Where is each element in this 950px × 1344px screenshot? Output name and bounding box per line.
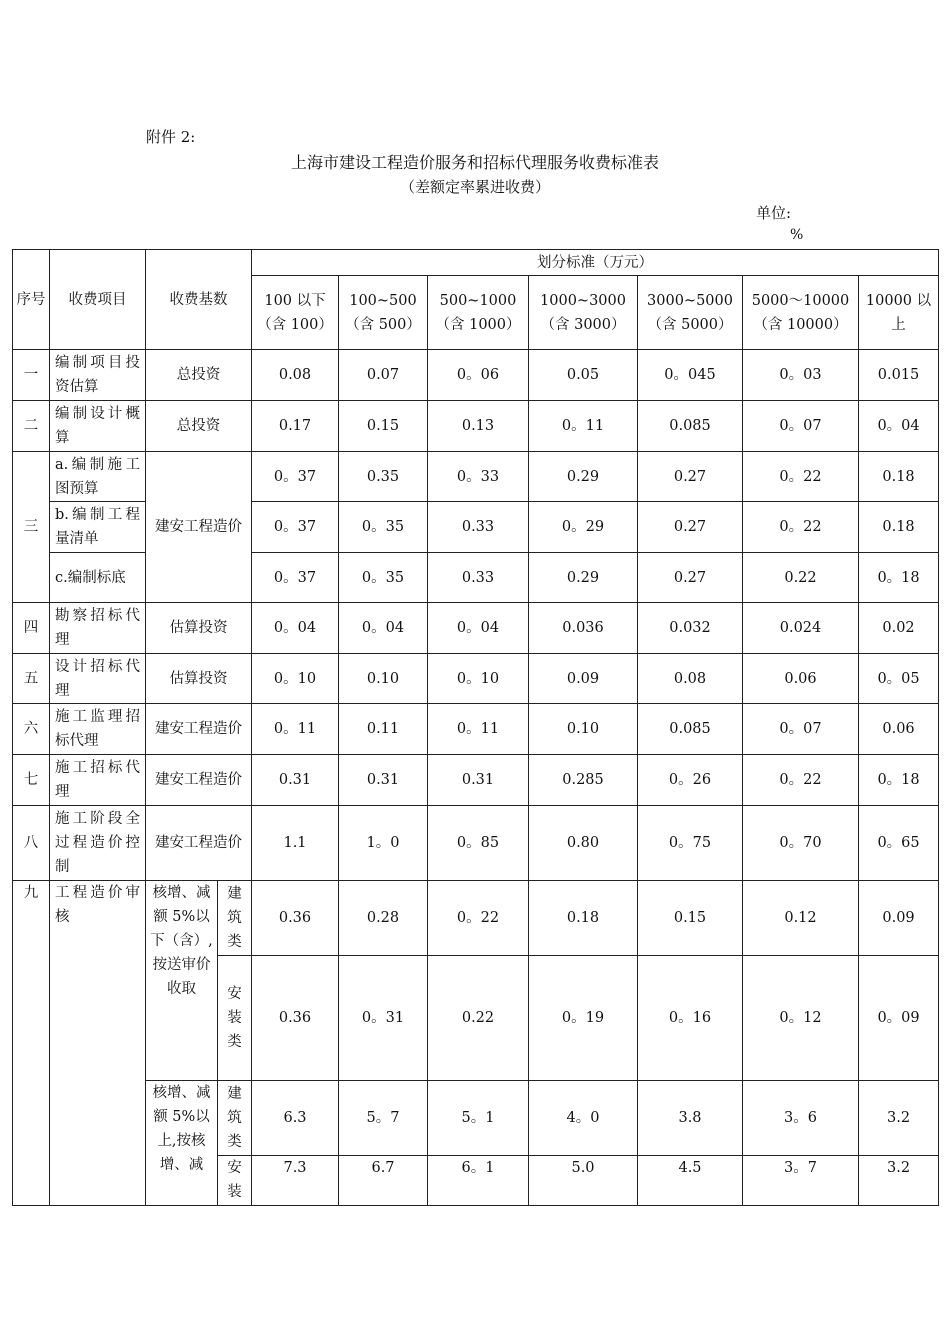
range-header: 100 以下（含 100） (252, 276, 339, 350)
rate-cell: 0。26 (638, 755, 743, 806)
row-seq: 八 (13, 806, 50, 881)
row-basis: 总投资 (146, 401, 252, 452)
col-item-header: 收费项目 (50, 250, 146, 350)
rate-cell: 0.11 (339, 704, 428, 755)
rate-cell: 0。04 (859, 401, 939, 452)
row-seq: 七 (13, 755, 50, 806)
table-row (13, 704, 939, 755)
rate-cell: 3.2 (859, 1156, 939, 1206)
rate-cell: 0.18 (859, 502, 939, 553)
row-type: 安装类 (218, 956, 252, 1081)
rate-cell: 0。18 (859, 755, 939, 806)
rate-cell: 3。6 (743, 1081, 859, 1156)
row-seq: 五 (13, 654, 50, 704)
rate-cell: 4。0 (529, 1081, 638, 1156)
rate-cell: 0.07 (339, 350, 428, 401)
rate-cell: 0。37 (252, 502, 339, 553)
rate-cell: 0.085 (638, 704, 743, 755)
range-header: 500~1000（含 1000） (428, 276, 529, 350)
row-basis: 总投资 (146, 350, 252, 401)
rate-cell: 0。70 (743, 806, 859, 881)
rate-cell: 1.1 (252, 806, 339, 881)
row-item: a.编制施工图预算 (50, 452, 146, 502)
rate-cell: 0。35 (339, 502, 428, 553)
rate-cell: 0.17 (252, 401, 339, 452)
rate-cell: 0.15 (638, 881, 743, 956)
rate-cell: 7.3 (252, 1156, 339, 1206)
rate-cell: 0.06 (859, 704, 939, 755)
fee-standard-table (12, 249, 939, 1206)
rate-cell: 0.29 (529, 452, 638, 502)
range-header: 10000 以上 (859, 276, 939, 350)
row-item: 勘察招标代理 (50, 603, 146, 654)
rate-cell: 6。1 (428, 1156, 529, 1206)
rate-cell: 0.06 (743, 654, 859, 704)
table-row (13, 452, 939, 502)
rate-cell: 0.27 (638, 553, 743, 603)
row-seq: 四 (13, 603, 50, 654)
table-row (13, 654, 939, 704)
rate-cell: 0.33 (428, 553, 529, 603)
rate-cell: 3。7 (743, 1156, 859, 1206)
range-group-header: 划分标准（万元） (252, 250, 939, 276)
rate-cell: 0。75 (638, 806, 743, 881)
table-row (13, 1081, 939, 1156)
rate-cell: 0.18 (859, 452, 939, 502)
rate-cell: 1。0 (339, 806, 428, 881)
rate-cell: 0.015 (859, 350, 939, 401)
row-seq: 六 (13, 704, 50, 755)
rate-cell: 0.032 (638, 603, 743, 654)
rate-cell: 0。35 (339, 553, 428, 603)
rate-cell: 0。65 (859, 806, 939, 881)
row-seq: 一 (13, 350, 50, 401)
row-basis: 建安工程造价 (146, 806, 252, 881)
rate-cell: 0。18 (859, 553, 939, 603)
row-basis: 建安工程造价 (146, 755, 252, 806)
table-row (13, 881, 939, 956)
table-row (13, 806, 939, 881)
rate-cell: 5。1 (428, 1081, 529, 1156)
table-row (13, 401, 939, 452)
rate-cell: 0。31 (339, 956, 428, 1081)
rate-cell: 0。16 (638, 956, 743, 1081)
col-basis-header: 收费基数 (146, 250, 252, 350)
row-item: 施工监理招标代理 (50, 704, 146, 755)
rate-cell: 5。7 (339, 1081, 428, 1156)
rate-cell: 0.05 (529, 350, 638, 401)
rate-cell: 0.35 (339, 452, 428, 502)
table-row (13, 350, 939, 401)
rate-cell: 0.22 (428, 956, 529, 1081)
rate-cell: 0。22 (743, 755, 859, 806)
row-type: 建筑类 (218, 1081, 252, 1156)
row-seq: 二 (13, 401, 50, 452)
rate-cell: 0。03 (743, 350, 859, 401)
rate-cell: 0.09 (859, 881, 939, 956)
rate-cell: 0.12 (743, 881, 859, 956)
row-basis: 建安工程造价 (146, 704, 252, 755)
page-subtitle: （差额定率累进收费） (399, 178, 550, 196)
rate-cell: 0。37 (252, 553, 339, 603)
rate-cell: 0.22 (743, 553, 859, 603)
rate-cell: 0.02 (859, 603, 939, 654)
row-seq: 九 (13, 881, 50, 1206)
rate-cell: 0。07 (743, 401, 859, 452)
range-header: 100~500（含 500） (339, 276, 428, 350)
rate-cell: 0。11 (529, 401, 638, 452)
rate-cell: 0。09 (859, 956, 939, 1081)
rate-cell: 0。29 (529, 502, 638, 553)
rate-cell: 0。04 (252, 603, 339, 654)
row-type: 建筑类 (218, 881, 252, 956)
col-seq-header: 序号 (13, 250, 50, 350)
rate-cell: 0。12 (743, 956, 859, 1081)
rate-cell: 4.5 (638, 1156, 743, 1206)
rate-cell: 0.15 (339, 401, 428, 452)
rate-cell: 3.2 (859, 1081, 939, 1156)
rate-cell: 0.31 (428, 755, 529, 806)
row-type: 安装 (218, 1156, 252, 1206)
rate-cell: 0。22 (428, 881, 529, 956)
rate-cell: 0。22 (743, 502, 859, 553)
row-item: 编制设计概算 (50, 401, 146, 452)
rate-cell: 0.80 (529, 806, 638, 881)
rate-cell: 0.10 (339, 654, 428, 704)
rate-cell: 0。85 (428, 806, 529, 881)
row-item: c.编制标底 (50, 553, 146, 603)
rate-cell: 0。045 (638, 350, 743, 401)
rate-cell: 0.08 (638, 654, 743, 704)
header-row-1 (13, 250, 939, 276)
row-basis: 估算投资 (146, 603, 252, 654)
rate-cell: 0.28 (339, 881, 428, 956)
rate-cell: 0.09 (529, 654, 638, 704)
table-row (13, 603, 939, 654)
rate-cell: 0。10 (428, 654, 529, 704)
attachment-label: 附件 2: (146, 128, 196, 146)
rate-cell: 0。04 (339, 603, 428, 654)
rate-cell: 0.31 (252, 755, 339, 806)
rate-cell: 6.7 (339, 1156, 428, 1206)
rate-cell: 0。10 (252, 654, 339, 704)
rate-cell: 0.36 (252, 956, 339, 1081)
rate-cell: 0.27 (638, 502, 743, 553)
rate-cell: 0。05 (859, 654, 939, 704)
rate-cell: 0.27 (638, 452, 743, 502)
rate-cell: 0.33 (428, 502, 529, 553)
rate-cell: 0.10 (529, 704, 638, 755)
rate-cell: 0。11 (252, 704, 339, 755)
row-seq: 三 (13, 452, 50, 603)
rate-cell: 3.8 (638, 1081, 743, 1156)
rate-cell: 0.36 (252, 881, 339, 956)
rate-cell: 0。33 (428, 452, 529, 502)
rate-cell: 0。22 (743, 452, 859, 502)
unit-label: 单位: (756, 204, 792, 222)
row-basis: 估算投资 (146, 654, 252, 704)
rate-cell: 0.31 (339, 755, 428, 806)
rate-cell: 0。19 (529, 956, 638, 1081)
table-row (13, 755, 939, 806)
row-item: b.编制工程量清单 (50, 502, 146, 553)
rate-cell: 5.0 (529, 1156, 638, 1206)
unit-symbol: % (790, 227, 804, 243)
rate-cell: 0.13 (428, 401, 529, 452)
rate-cell: 0。04 (428, 603, 529, 654)
row-basis: 核增、减额 5%以上,按核增、减 (146, 1081, 218, 1206)
range-header: 1000~3000（含 3000） (529, 276, 638, 350)
row-basis: 核增、减额 5%以下（含）,按送审价收取 (146, 881, 218, 1081)
rate-cell: 0.085 (638, 401, 743, 452)
rate-cell: 0。06 (428, 350, 529, 401)
range-header: 3000~5000（含 5000） (638, 276, 743, 350)
row-item: 施工招标代理 (50, 755, 146, 806)
rate-cell: 0。37 (252, 452, 339, 502)
rate-cell: 0.285 (529, 755, 638, 806)
rate-cell: 0.036 (529, 603, 638, 654)
rate-cell: 0.29 (529, 553, 638, 603)
row-item: 施工阶段全过程造价控制 (50, 806, 146, 881)
range-header: 5000～10000（含 10000） (743, 276, 859, 350)
row-basis: 建安工程造价 (146, 452, 252, 603)
row-item: 编制项目投资估算 (50, 350, 146, 401)
rate-cell: 0。11 (428, 704, 529, 755)
page-title: 上海市建设工程造价服务和招标代理服务收费标准表 (290, 153, 659, 172)
rate-cell: 0。07 (743, 704, 859, 755)
row-item: 设计招标代理 (50, 654, 146, 704)
rate-cell: 0.08 (252, 350, 339, 401)
row-item: 工程造价审核 (50, 881, 146, 1206)
rate-cell: 0.024 (743, 603, 859, 654)
rate-cell: 6.3 (252, 1081, 339, 1156)
rate-cell: 0.18 (529, 881, 638, 956)
